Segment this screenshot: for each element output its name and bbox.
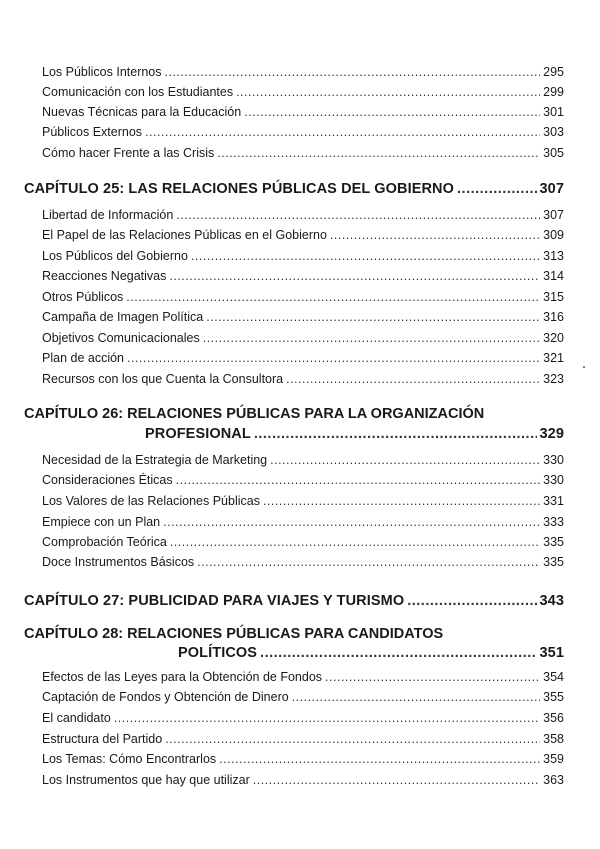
- toc-entry: [42, 330, 564, 346]
- toc-entry-page: 358: [543, 732, 564, 746]
- toc-entry-title: Cómo hacer Frente a las Crisis: [42, 146, 215, 160]
- toc-entry: [42, 710, 564, 726]
- dot-leader: [407, 591, 536, 611]
- chapter-title-line1: CAPÍTULO 28: RELACIONES PÚBLICAS PARA CANDIDATOS: [24, 626, 444, 642]
- toc-entry: [42, 207, 564, 223]
- dot-leader: [163, 514, 540, 530]
- chapter-heading-28: [24, 624, 564, 644]
- dot-leader: [191, 248, 540, 264]
- toc-entry-title: Consideraciones Éticas: [42, 473, 173, 487]
- toc-entry-title: Captación de Fondos y Obtención de Dinero: [42, 690, 289, 704]
- toc-entry-page: 316: [543, 310, 564, 324]
- dot-leader: [170, 534, 540, 550]
- toc-entry: [42, 289, 564, 305]
- toc-entry: [42, 493, 564, 509]
- dot-leader: [127, 350, 540, 366]
- toc-entry-title: Comprobación Teórica: [42, 535, 167, 549]
- dot-leader: [253, 772, 540, 788]
- dot-leader: [292, 689, 540, 705]
- dot-leader: [330, 227, 540, 243]
- toc-entry-title: Los Públicos Internos: [42, 65, 162, 79]
- dot-leader: [197, 554, 540, 570]
- dot-leader: [254, 424, 537, 444]
- toc-entry: [42, 554, 564, 570]
- toc-entry-title: Estructura del Partido: [42, 732, 163, 746]
- toc-entry-page: 295: [543, 65, 564, 79]
- toc-entry-page: 335: [543, 555, 564, 569]
- toc-entry-page: 330: [543, 453, 564, 467]
- toc-entry-page: 354: [543, 670, 564, 684]
- toc-entry: [42, 751, 564, 767]
- toc-entry-page: 330: [543, 473, 564, 487]
- toc-entry-title: Los Temas: Cómo Encontrarlos: [42, 752, 217, 766]
- toc-entry: [42, 124, 564, 140]
- dot-leader: [176, 472, 541, 488]
- dot-leader: [244, 104, 540, 120]
- toc-entry-title: Efectos de las Leyes para la Obtención de Fondos: [42, 670, 323, 684]
- dot-leader: [126, 289, 540, 305]
- toc-entry: [42, 104, 564, 120]
- toc-entry: [42, 248, 564, 264]
- toc-entry-title: Otros Públicos: [42, 290, 124, 304]
- toc-entry-title: Doce Instrumentos Básicos: [42, 555, 195, 569]
- toc-entry-title: Recursos con los que Cuenta la Consultora: [42, 372, 284, 386]
- toc-entry-title: Públicos Externos: [42, 125, 143, 139]
- toc-entry: [42, 268, 564, 284]
- toc-entry-title: El candidato: [42, 711, 111, 725]
- toc-entry-page: 355: [543, 690, 564, 704]
- toc-entry-page: 309: [543, 228, 564, 242]
- dot-leader: [217, 145, 540, 161]
- toc-entry-title: Los Valores de las Relaciones Públicas: [42, 494, 260, 508]
- toc-entry-page: 299: [543, 85, 564, 99]
- dot-leader: [203, 330, 540, 346]
- dot-leader: [169, 268, 540, 284]
- toc-entry-title: Objetivos Comunicacionales: [42, 331, 200, 345]
- toc-entry: [42, 514, 564, 530]
- chapter-page: 343: [539, 593, 564, 609]
- toc-entry-title: Comunicación con los Estudiantes: [42, 85, 234, 99]
- dot-leader: [219, 751, 540, 767]
- chapter-heading-27: [24, 591, 564, 611]
- toc-entry: [42, 64, 564, 80]
- toc-entry-page: 363: [543, 773, 564, 787]
- toc-entry-title: Campaña de Imagen Política: [42, 310, 204, 324]
- toc-entry: [42, 309, 564, 325]
- toc-entry-page: 335: [543, 535, 564, 549]
- chapter-page: 307: [539, 181, 564, 197]
- toc-entry-title: Necesidad de la Estrategia de Marketing: [42, 453, 268, 467]
- toc-entry-title: Reacciones Negativas: [42, 269, 167, 283]
- toc-entry: [42, 350, 564, 366]
- toc-entry-page: 333: [543, 515, 564, 529]
- toc-entry-page: 313: [543, 249, 564, 263]
- toc-entry-page: 323: [543, 372, 564, 386]
- chapter-title-line2: PROFESIONAL: [145, 426, 251, 442]
- toc-entry: [42, 84, 564, 100]
- toc-entry: [42, 472, 564, 488]
- toc-entry-title: Nuevas Técnicas para la Educación: [42, 105, 242, 119]
- dot-leader: [260, 643, 536, 663]
- toc-entry-title: Empiece con un Plan: [42, 515, 161, 529]
- chapter-title: CAPÍTULO 27: PUBLICIDAD PARA VIAJES Y TURISMO: [24, 593, 405, 609]
- chapter-title-line1: CAPÍTULO 26: RELACIONES PÚBLICAS PARA LA ORGANIZACIÓN: [24, 406, 485, 422]
- dot-leader: [145, 124, 540, 140]
- chapter-title-line2: POLÍTICOS: [178, 645, 258, 661]
- chapter-heading-26-continued: [145, 424, 564, 444]
- dot-leader: [165, 64, 541, 80]
- toc-entry: [42, 534, 564, 550]
- toc-entry: [42, 227, 564, 243]
- dot-leader: [270, 452, 540, 468]
- toc-entry: [42, 371, 564, 387]
- dot-leader: [165, 731, 540, 747]
- toc-entry-page: 321: [543, 351, 564, 365]
- toc-entry-title: El Papel de las Relaciones Públicas en el Gobierno: [42, 228, 327, 242]
- chapter-page: 351: [539, 645, 564, 661]
- dot-leader: [114, 710, 540, 726]
- chapter-heading-28-continued: [178, 643, 564, 663]
- toc-entry-title: Libertad de Información: [42, 208, 174, 222]
- chapter-heading-25: [24, 179, 564, 199]
- toc-entry-title: Los Públicos del Gobierno: [42, 249, 188, 263]
- toc-entry: [42, 452, 564, 468]
- toc-entry: [42, 772, 564, 788]
- scan-speck: [583, 366, 585, 368]
- dot-leader: [206, 309, 540, 325]
- toc-entry-page: 314: [543, 269, 564, 283]
- toc-entry-page: 320: [543, 331, 564, 345]
- toc-entry-page: 359: [543, 752, 564, 766]
- toc-entry-page: 307: [543, 208, 564, 222]
- toc-entry: [42, 731, 564, 747]
- toc-entry-page: 301: [543, 105, 564, 119]
- dot-leader: [325, 669, 540, 685]
- toc-entry-page: 331: [543, 494, 564, 508]
- toc-entry: [42, 669, 564, 685]
- toc-entry-title: Plan de acción: [42, 351, 125, 365]
- chapter-page: 329: [539, 426, 564, 442]
- toc-entry-page: 356: [543, 711, 564, 725]
- dot-leader: [286, 371, 540, 387]
- dot-leader: [176, 207, 540, 223]
- dot-leader: [263, 493, 540, 509]
- dot-leader: [236, 84, 540, 100]
- toc-entry-page: 303: [543, 125, 564, 139]
- toc-entry-page: 315: [543, 290, 564, 304]
- toc-entry: [42, 145, 564, 161]
- chapter-title: CAPÍTULO 25: LAS RELACIONES PÚBLICAS DEL GOBIERNO: [24, 181, 455, 197]
- toc-entry: [42, 689, 564, 705]
- chapter-heading-26: [24, 404, 564, 424]
- toc-entry-title: Los Instrumentos que hay que utilizar: [42, 773, 250, 787]
- toc-entry-page: 305: [543, 146, 564, 160]
- dot-leader: [457, 179, 536, 199]
